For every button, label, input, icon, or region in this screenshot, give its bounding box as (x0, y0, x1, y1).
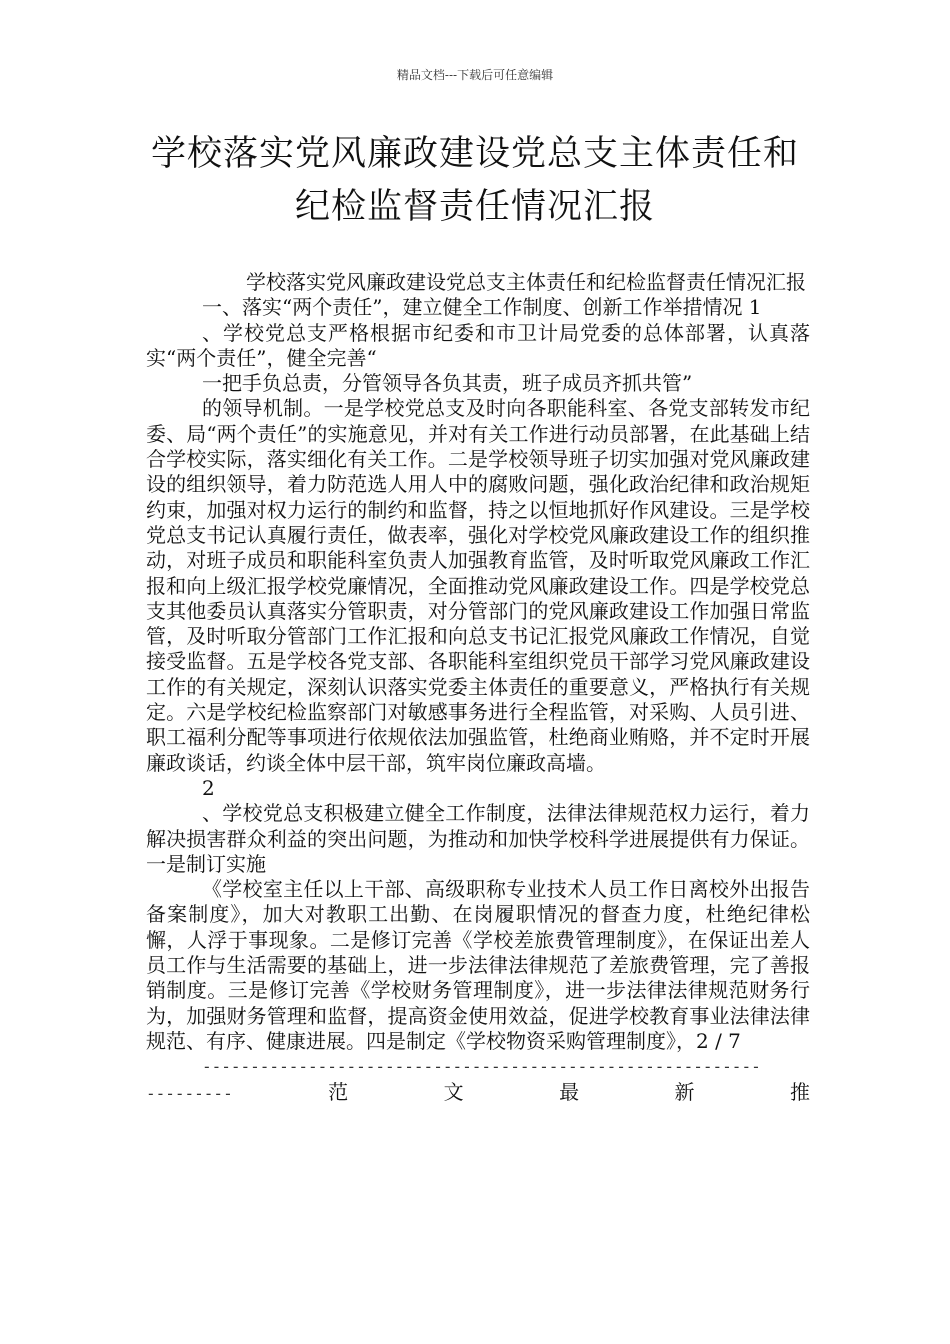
item-1-body: 的领导机制。一是学校党总支及时向各职能科室、各党支部转发市纪委、局“两个责任”的实施意见，并对有关工作进行动员部署，在此基础上结合学校实际，落实细化有关工作。二是学校领导班子切实加强对党风廉政建设的组织领导，着力防范选人用人中的腐败问题，强化政治纪律和政治规矩约束，加强对权力运行的制约和监督，持之以恒地抓好作风建设。三是学校党总支书记认真履行责任，做表率，强化对学校党风廉政建设工作的组织推动，对班子成员和职能科室负责人加强教育监管，及时听取党风廉政工作汇报和向上级汇报学校党廉情况，全面推动党风廉政建设工作。四是学校党总支其他委员认真落实分管职责，对分管部门的党风廉政建设工作加强日常监管，及时听取分管部门工作汇报和向总支书记汇报党风廉政工作情况，自觉接受监督。五是学校各党支部、各职能科室组织党员干部学习党风廉政建设工作的有关规定，深刻认识落实党委主体责任的重要意义，严格执行有关规定。六是学校纪检监察部门对敏感事务进行全程监管，对采购、人员引进、职工福利分配等事项进行依规依法加强监管，杜绝商业贿赂，并不定时开展廉政谈话，约谈全体中层干部，筑牢岗位廉政高墙。 (146, 396, 810, 775)
footer-banner (146, 1080, 810, 1106)
footer-char: 最 (559, 1079, 580, 1104)
document-subtitle: 学校落实党风廉政建设党总支主体责任和纪检监督责任情况汇报 (246, 270, 806, 294)
footer-char: 新 (674, 1079, 695, 1104)
item-2-body: 《学校室主任以上干部、高级职称专业技术人员工作日离校外出报告备案制度》，加大对教职工出勤、在岗履职情况的督查力度，杜绝纪律松懈，人浮于事现象。二是修订完善《学校差旅费管理制度》，在保证出差人员工作与生活需要的基础上，进一步法律法律规范了差旅费管理，完了善报销制度。三是修订完善《学校财务管理制度》，进一步法律法律规范财务行为，加强财务管理和监督，提高资金使用效益，促进学校教育事业法律法律规范、有序、健康进展。四是制定《学校物资采购管理制度》，2 / 7 (146, 877, 810, 1053)
footer-char: 范 (328, 1079, 349, 1104)
separator-line-short: --------- (146, 1083, 233, 1103)
section-1-heading: 一、落实“两个责任”，建立健全工作制度、创新工作举措情况 1 (202, 295, 762, 320)
document-body (146, 270, 810, 1106)
page-title-line-1: 学校落实党风廉政建设党总支主体责任和 (150, 134, 799, 174)
footer-char: 文 (443, 1079, 464, 1104)
item-1-quote: 一把手负总责，分管领导各负其责，班子成员齐抓共管” (202, 371, 693, 396)
page-title (60, 128, 890, 234)
item-2-intro: 、学校党总支积极建立健全工作制度，法律法律规范权力运行，着力解决损害群众利益的突出问题，为推动和加快学校科学进展提供有力保证。一是制订实施 (146, 801, 810, 876)
item-1-intro: 、学校党总支严格根据市纪委和市卫计局党委的总体部署，认真落实“两个责任”，健全完善“ (146, 320, 810, 370)
page-title-line-2: 纪检监督责任情况汇报 (294, 187, 655, 227)
separator-line: ---------------------------------------------------------- (202, 1057, 761, 1077)
footer-char: 推 (789, 1079, 810, 1104)
header-note: 精品文档---下载后可任意编辑 (396, 68, 554, 82)
item-2-number: 2 (202, 775, 215, 800)
